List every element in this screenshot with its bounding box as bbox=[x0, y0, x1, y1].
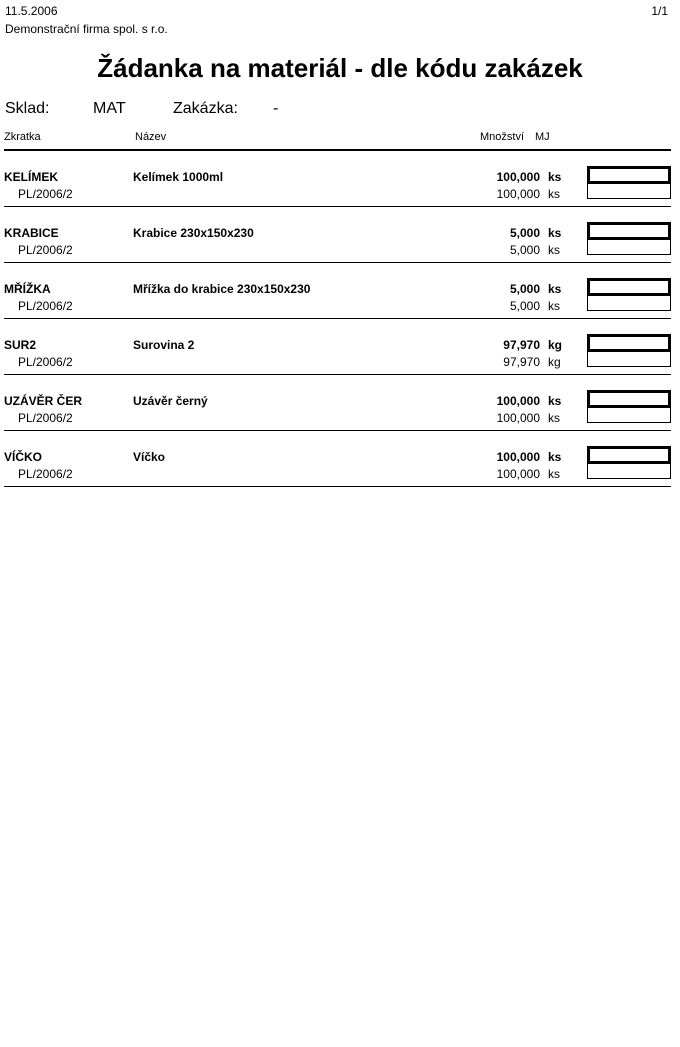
item-name: Mřížka do krabice 230x150x230 bbox=[133, 282, 311, 296]
order-code: PL/2006/2 bbox=[18, 411, 73, 425]
item-quantity: 5,000 bbox=[509, 282, 540, 296]
item-name: Krabice 230x150x230 bbox=[133, 226, 254, 240]
fill-in-box bbox=[587, 222, 671, 255]
item-quantity: 5,000 bbox=[509, 226, 540, 240]
order-quantity: 100,000 bbox=[496, 411, 540, 425]
item-unit: ks bbox=[548, 170, 562, 184]
item-unit: ks bbox=[548, 394, 562, 408]
order-unit: ks bbox=[548, 187, 560, 201]
fill-in-box-bottom bbox=[587, 352, 671, 367]
item-code: MŘÍŽKA bbox=[4, 282, 51, 296]
item-code: KRABICE bbox=[4, 226, 59, 240]
fill-in-box-top bbox=[587, 166, 671, 184]
fill-in-box-bottom bbox=[587, 408, 671, 423]
item-name: Kelímek 1000ml bbox=[133, 170, 224, 184]
fill-in-box-top bbox=[587, 334, 671, 352]
fill-in-box-top bbox=[587, 446, 671, 464]
warehouse-label: Sklad: bbox=[5, 100, 50, 117]
fill-in-box-bottom bbox=[587, 296, 671, 311]
order-quantity: 100,000 bbox=[496, 187, 540, 201]
item-name: Surovina 2 bbox=[133, 338, 195, 352]
order-quantity: 5,000 bbox=[509, 299, 540, 313]
warehouse-value: MAT bbox=[93, 100, 126, 117]
order-unit: kg bbox=[548, 355, 561, 369]
item-name: Víčko bbox=[133, 450, 166, 464]
item-code: UZÁVĚR ČER bbox=[4, 394, 83, 408]
filter-line bbox=[0, 100, 680, 120]
table-row bbox=[4, 151, 671, 207]
item-quantity: 97,970 bbox=[503, 338, 540, 352]
order-unit: ks bbox=[548, 299, 560, 313]
report-date: 11.5.2006 bbox=[5, 4, 58, 18]
item-name: Uzávěr černý bbox=[133, 394, 208, 408]
order-quantity: 5,000 bbox=[509, 243, 540, 257]
item-quantity: 100,000 bbox=[496, 170, 540, 184]
table-row bbox=[4, 375, 671, 431]
page-number: 1/1 bbox=[651, 4, 668, 18]
order-code: PL/2006/2 bbox=[18, 187, 73, 201]
order-unit: ks bbox=[548, 243, 560, 257]
fill-in-box bbox=[587, 166, 671, 199]
item-unit: kg bbox=[548, 338, 563, 352]
order-unit: ks bbox=[548, 411, 560, 425]
table-row bbox=[4, 431, 671, 487]
order-unit: ks bbox=[548, 467, 560, 481]
item-unit: ks bbox=[548, 450, 562, 464]
column-header-name: Název bbox=[135, 131, 167, 143]
item-code: SUR2 bbox=[4, 338, 37, 352]
order-quantity: 100,000 bbox=[496, 467, 540, 481]
column-header-unit: MJ bbox=[535, 131, 550, 143]
table-row bbox=[4, 207, 671, 263]
order-code: PL/2006/2 bbox=[18, 467, 73, 481]
fill-in-box bbox=[587, 390, 671, 423]
order-code: PL/2006/2 bbox=[18, 243, 73, 257]
fill-in-box-top bbox=[587, 390, 671, 408]
table-header bbox=[0, 131, 680, 147]
order-quantity: 97,970 bbox=[503, 355, 540, 369]
item-code: KELÍMEK bbox=[4, 170, 58, 184]
fill-in-box-bottom bbox=[587, 240, 671, 255]
order-code: PL/2006/2 bbox=[18, 299, 73, 313]
column-header-quantity: Množství bbox=[479, 131, 524, 143]
report-title: Žádanka na materiál - dle kódu zakázek bbox=[97, 53, 583, 83]
fill-in-box-bottom bbox=[587, 464, 671, 479]
fill-in-box bbox=[587, 334, 671, 367]
item-code: VÍČKO bbox=[4, 450, 43, 464]
table-row bbox=[4, 263, 671, 319]
order-filter-label: Zakázka: bbox=[173, 100, 238, 117]
fill-in-box-top bbox=[587, 278, 671, 296]
fill-in-box-top bbox=[587, 222, 671, 240]
item-unit: ks bbox=[548, 226, 562, 240]
company-name: Demonstrační firma spol. s r.o. bbox=[5, 22, 168, 36]
order-code: PL/2006/2 bbox=[18, 355, 73, 369]
table-body bbox=[4, 151, 671, 487]
fill-in-box bbox=[587, 278, 671, 311]
fill-in-box bbox=[587, 446, 671, 479]
item-unit: ks bbox=[548, 282, 562, 296]
item-quantity: 100,000 bbox=[496, 450, 540, 464]
table-row bbox=[4, 319, 671, 375]
item-quantity: 100,000 bbox=[496, 394, 540, 408]
column-header-code: Zkratka bbox=[4, 131, 41, 143]
order-filter-value: - bbox=[273, 100, 279, 117]
fill-in-box-bottom bbox=[587, 184, 671, 199]
